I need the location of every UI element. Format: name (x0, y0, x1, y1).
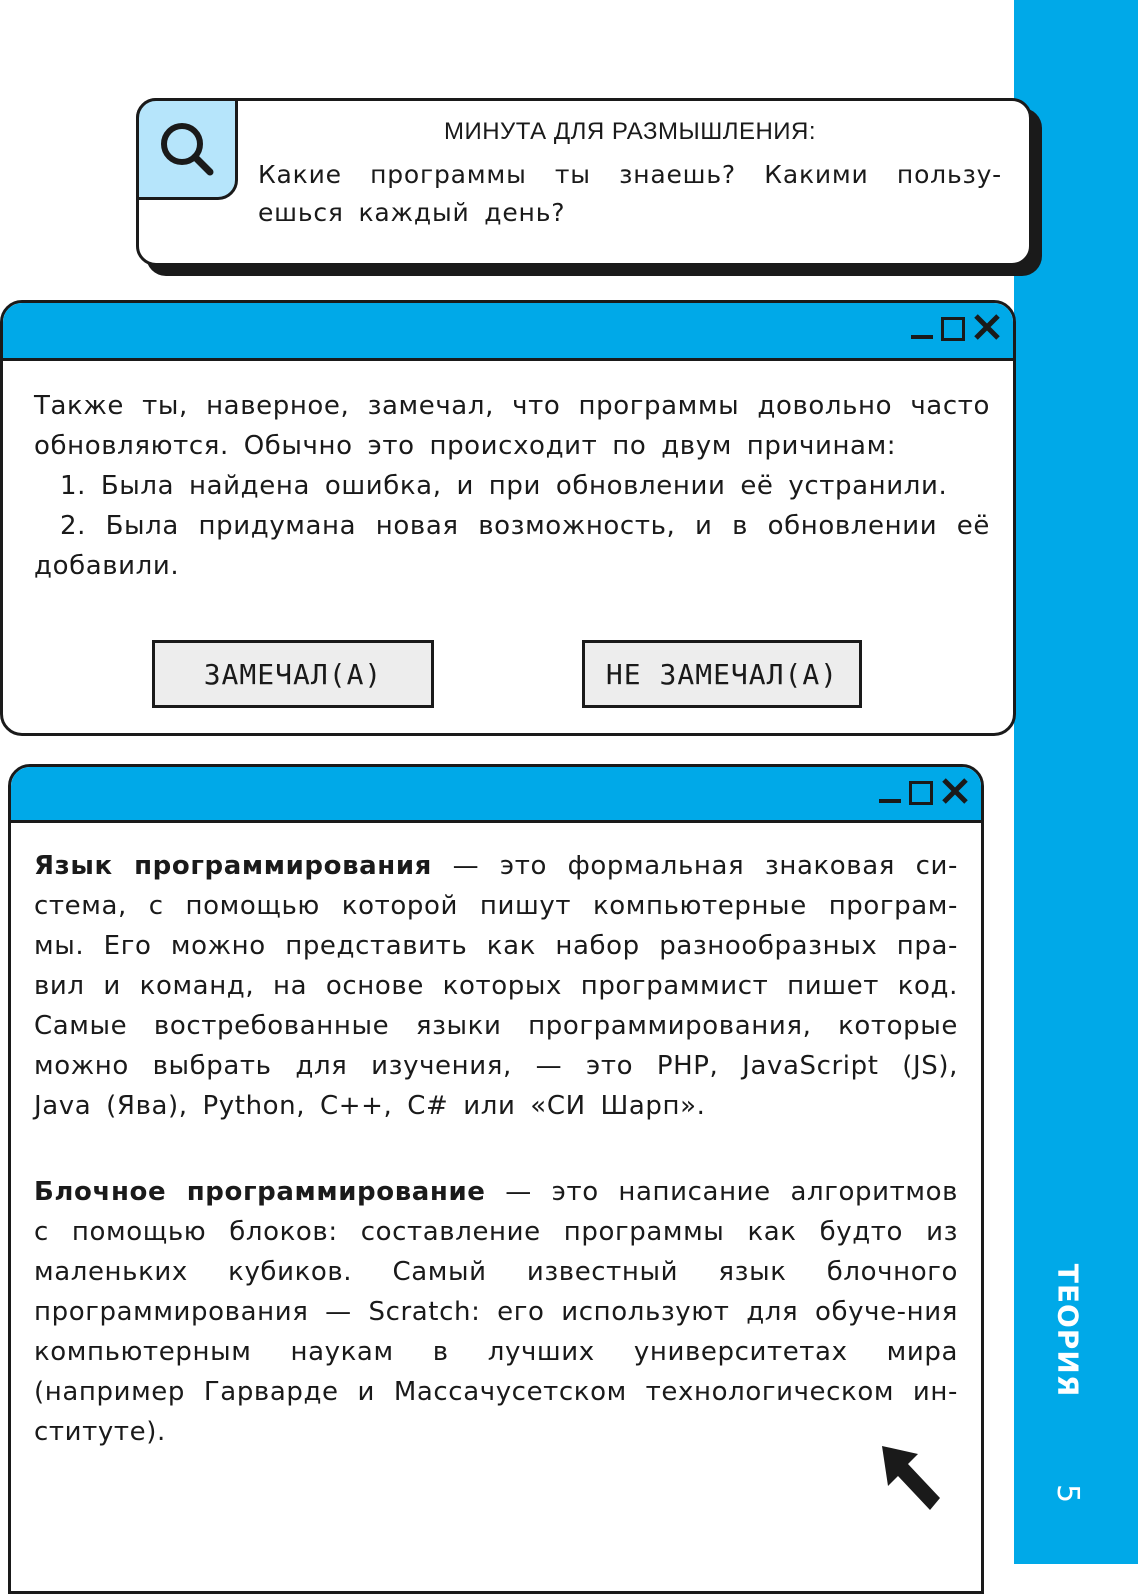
page-number-text: 5 (1050, 1483, 1086, 1503)
think-text: Какие программы ты знаешь? Какими пользу-ешься каждый день? (258, 160, 1002, 227)
definition-text-1: — это формальная знаковая си-стема, с помощью которой пишут компьютерные програм-мы. Его можно представить как набор разнообразных пра-вил и команд, на основе которых программист пишет код. Самые востребованные языки программирования, которые можно выбрать для изучения, — это PHP, JavaScript (JS), Java (Ява), Python, C++, C# или «СИ Шарп». (34, 851, 959, 1121)
definition-text-2: — это написание алгоритмов с помощью блоков: составление программы как будто из маленьких кубиков. Самый известный язык блочного программирования — Scratch: его используют для обуче-ния компьютерным наукам в лучших университетах мира (например Гарварде и Массачусетском технологическом ин-ституте). (34, 1177, 958, 1447)
maximize-icon[interactable] (941, 317, 965, 341)
section-label-text: ТЕОРИЯ (1051, 1263, 1085, 1397)
not-noticed-button[interactable]: НЕ ЗАМЕЧАЛ(А) (582, 640, 862, 708)
cursor-arrow-icon (876, 1440, 946, 1520)
close-icon[interactable] (941, 777, 969, 805)
definition-block-programming (34, 1172, 958, 1452)
term-programming-language: Язык программирования (34, 851, 432, 881)
noticed-button[interactable]: ЗАМЕЧАЛ(А) (152, 640, 434, 708)
minimize-icon[interactable] (879, 779, 901, 805)
think-title: МИНУТА ДЛЯ РАЗМЫШЛЕНИЯ: (443, 118, 817, 145)
window-title-bar (11, 767, 981, 823)
term-block-programming: Блочное программирование (34, 1177, 486, 1207)
magnifier-icon (154, 116, 220, 182)
definition-programming-language (34, 846, 958, 1126)
reason-2: 2. Была придумана новая возможность, и в обновлении её добавили. (34, 511, 990, 581)
reason-1: 1. Была найдена ошибка, и при обновлении её устранили. (60, 471, 948, 501)
window-controls (911, 313, 1001, 341)
close-icon[interactable] (973, 313, 1001, 341)
updates-intro: Также ты, наверное, замечал, что программы довольно часто обновляются. Обычно это происходит по двум причинам: (34, 391, 990, 461)
minimize-icon[interactable] (911, 315, 933, 341)
window-controls (879, 777, 969, 805)
maximize-icon[interactable] (909, 781, 933, 805)
window-title-bar (3, 303, 1013, 361)
updates-text (34, 386, 990, 586)
section-label (1038, 1260, 1098, 1400)
magnifier-icon-box (136, 98, 238, 200)
page-number (1038, 1468, 1098, 1518)
